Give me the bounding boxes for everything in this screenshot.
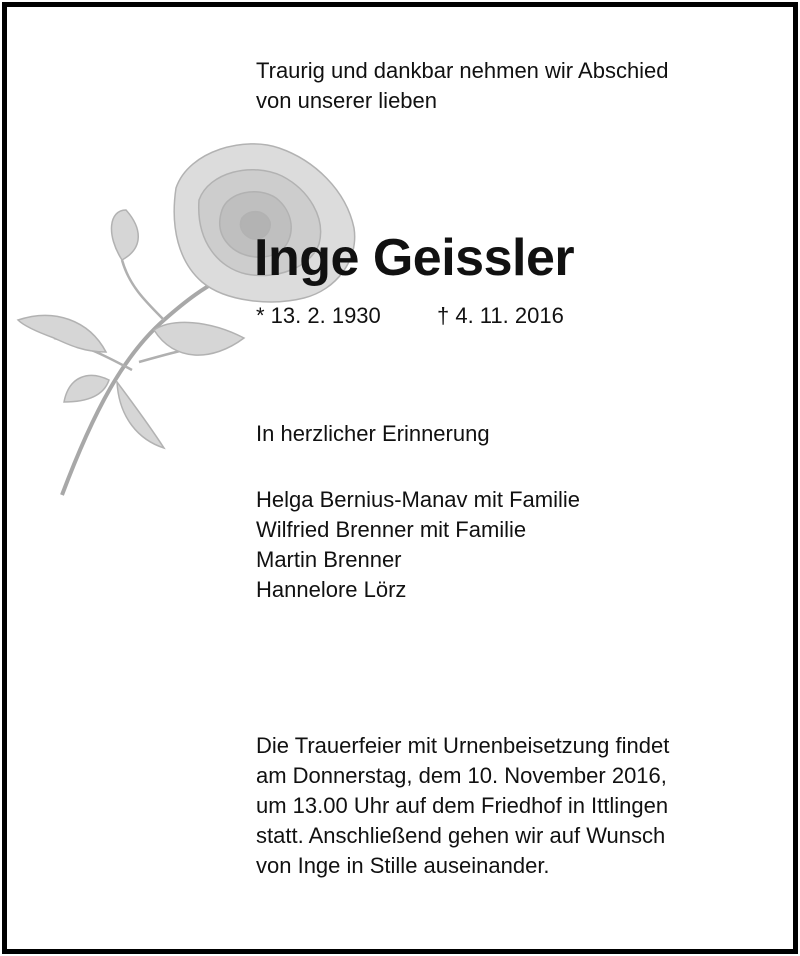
deceased-name: Inge Geissler: [254, 229, 575, 287]
mourner-item: Wilfried Brenner mit Familie: [256, 517, 527, 542]
mourner-item: Martin Brenner: [256, 547, 402, 572]
death-date: † 4. 11. 2016: [437, 303, 564, 328]
ceremony-line: von Inge in Stille auseinander.: [256, 853, 550, 878]
mourners-list: [256, 485, 580, 605]
life-dates: [256, 301, 564, 331]
ceremony-info: [256, 731, 669, 881]
ceremony-line: am Donnerstag, dem 10. November 2016,: [256, 763, 667, 788]
birth-date: * 13. 2. 1930: [256, 303, 381, 328]
ceremony-line: Die Trauerfeier mit Urnenbeisetzung findet: [256, 733, 670, 758]
intro-text: [256, 56, 669, 116]
intro-line: Traurig und dankbar nehmen wir Abschied: [256, 58, 669, 83]
mourner-item: Helga Bernius-Manav mit Familie: [256, 487, 580, 512]
remembrance-text: In herzlicher Erinnerung: [256, 421, 490, 446]
intro-line: von unserer lieben: [256, 88, 438, 113]
ceremony-line: statt. Anschließend gehen wir auf Wunsch: [256, 823, 666, 848]
mourner-item: Hannelore Lörz: [256, 577, 407, 602]
ceremony-line: um 13.00 Uhr auf dem Friedhof in Ittlingen: [256, 793, 669, 818]
